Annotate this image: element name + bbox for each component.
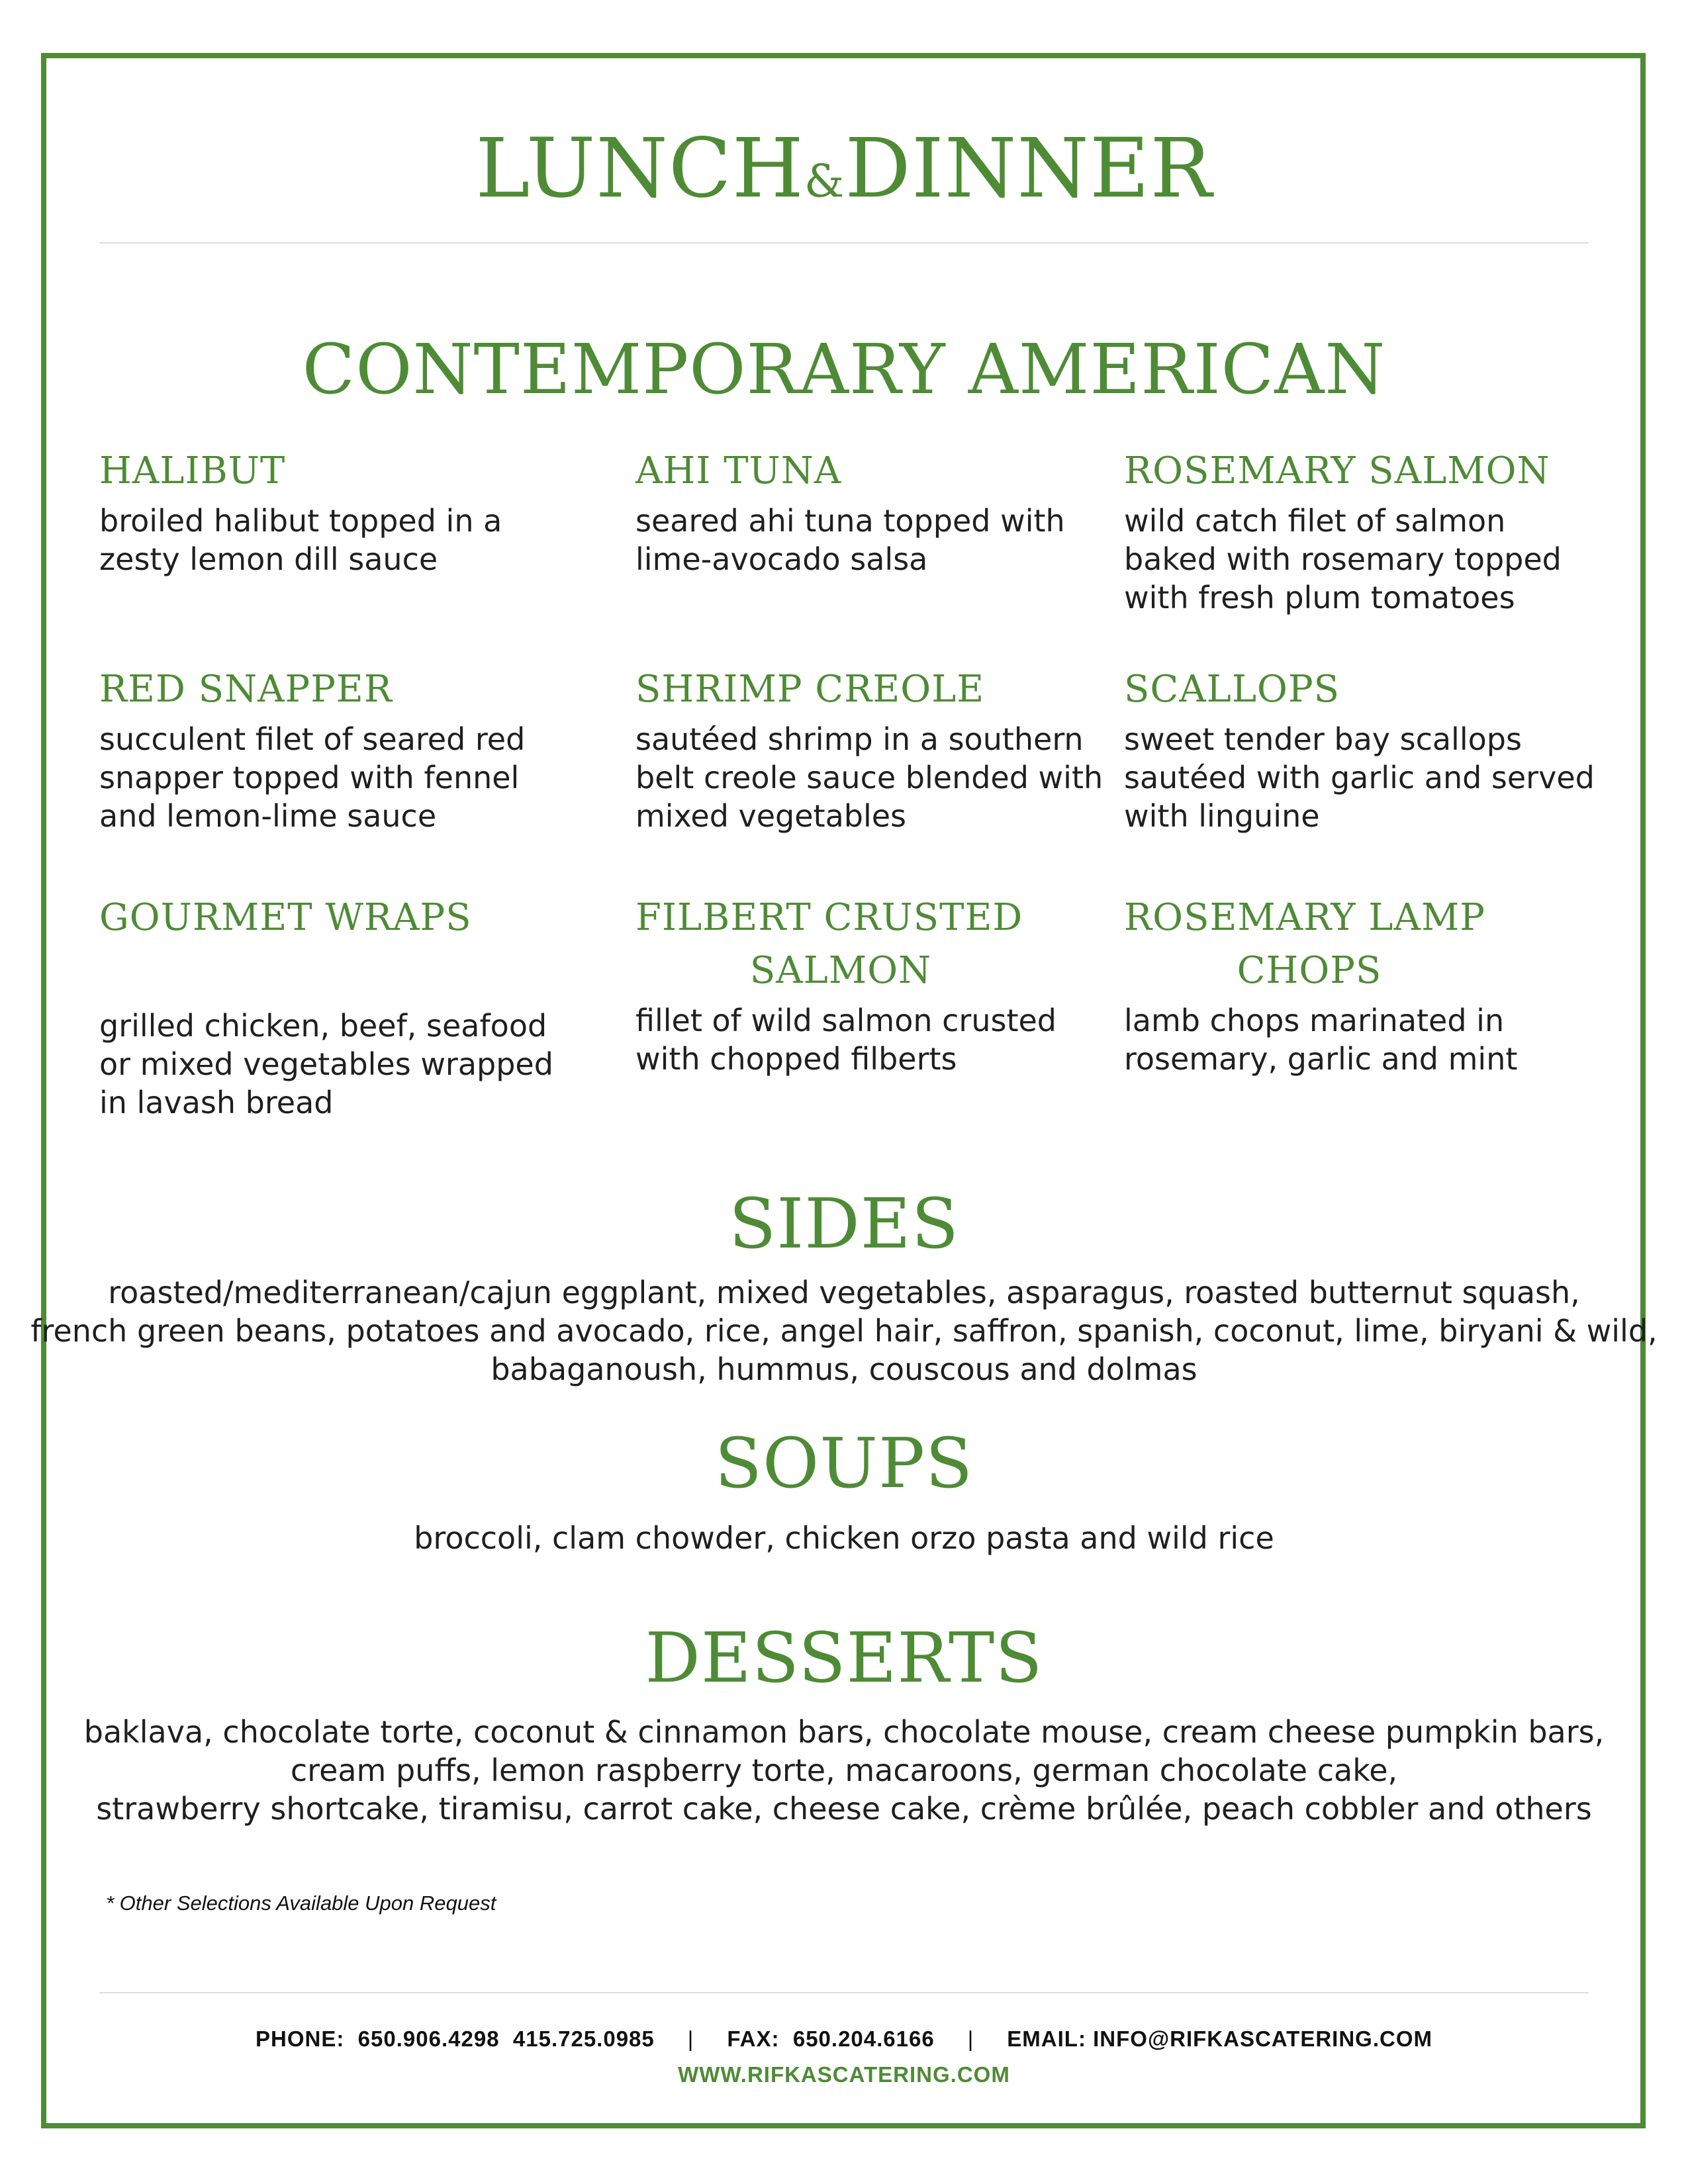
desserts-heading: DESSERTS	[645, 1617, 1043, 1698]
desserts-list	[0, 1713, 1688, 1828]
item-description: seared ahi tuna topped with lime-avocado salsa	[635, 503, 1065, 577]
fax-number: FAX: 650.204.6166	[727, 2026, 935, 2051]
footer-divider	[99, 1992, 1589, 1993]
desserts-line: cream puffs, lemon raspberry torte, macaroons, german chocolate cake,	[290, 1752, 1398, 1788]
menu-item-gourmet-wraps	[99, 891, 576, 1122]
item-name: RED SNAPPER	[99, 668, 393, 711]
item-description: grilled chicken, beef, seafood or mixed vegetables wrapped in lavash bread	[99, 1008, 553, 1120]
sides-line: french green beans, potatoes and avocado, rice, angel hair, saffron, spanish, coconut, lime, biryani & wild,	[30, 1313, 1658, 1349]
menu-item-halibut	[99, 445, 576, 578]
sides-line: babaganoush, hummus, couscous and dolmas	[491, 1351, 1197, 1387]
contact-separator: |	[687, 2026, 694, 2051]
item-description: fillet of wild salmon crusted with chopped filberts	[635, 1003, 1056, 1077]
item-name: GOURMET WRAPS	[99, 896, 472, 939]
soups-list	[0, 1519, 1688, 1557]
title-dinner: DINNER	[845, 121, 1213, 216]
item-name: AHI TUNA	[635, 449, 842, 492]
item-name: HALIBUT	[99, 449, 286, 492]
menu-item-shrimp-creole	[635, 663, 1112, 835]
soups-heading: SOUPS	[714, 1423, 974, 1504]
item-name: SHRIMP CREOLE	[635, 668, 985, 711]
page-title	[0, 119, 1688, 232]
menu-item-red-snapper	[99, 663, 576, 835]
item-name-line-1: FILBERT CRUSTED	[635, 896, 1023, 939]
menu-item-ahi-tuna	[635, 445, 1112, 578]
title-lunch: LUNCH	[475, 121, 804, 216]
item-description: sweet tender bay scallops sautéed with garlic and served with linguine	[1124, 721, 1595, 834]
footnote: * Other Selections Available Upon Request	[106, 1891, 496, 1915]
item-description: wild catch filet of salmon baked with rosemary topped with fresh plum tomatoes	[1124, 503, 1562, 615]
item-name-line-2: SALMON	[749, 949, 932, 992]
menu-item-filbert-crusted-salmon	[635, 891, 1112, 1078]
desserts-line: baklava, chocolate torte, coconut & cinnamon bars, chocolate mouse, cream cheese pumpkin bars,	[83, 1714, 1605, 1750]
header-divider	[99, 242, 1589, 244]
item-description: broiled halibut topped in a zesty lemon dill sauce	[99, 503, 502, 577]
title-ampersand: &	[804, 156, 845, 208]
contact-separator: |	[967, 2026, 974, 2051]
item-name-line-1: ROSEMARY LAMP	[1124, 896, 1485, 939]
sides-heading: SIDES	[729, 1183, 959, 1264]
item-description: lamb chops marinated in rosemary, garlic and mint	[1124, 1003, 1518, 1077]
menu-item-rosemary-lamb-chops	[1124, 891, 1601, 1078]
item-description: succulent filet of seared red snapper topped with fennel and lemon-lime sauce	[99, 721, 526, 834]
contact-line	[0, 2025, 1688, 2053]
menu-item-scallops	[1124, 663, 1627, 835]
soups-line: broccoli, clam chowder, chicken orzo pasta and wild rice	[414, 1520, 1274, 1556]
phone-numbers: PHONE: 650.906.4298 415.725.0985	[256, 2026, 655, 2051]
sides-list	[0, 1273, 1688, 1388]
sides-line: roasted/mediterranean/cajun eggplant, mixed vegetables, asparagus, roasted butternut squash,	[108, 1275, 1580, 1310]
desserts-line: strawberry shortcake, tiramisu, carrot cake, cheese cake, crème brûlée, peach cobbler and others	[96, 1791, 1592, 1827]
website-link[interactable]: WWW.RIFKASCATERING.COM	[678, 2062, 1010, 2087]
menu-item-rosemary-salmon	[1124, 445, 1601, 617]
email-address: EMAIL: INFO@RIFKASCATERING.COM	[1007, 2026, 1432, 2051]
contemporary-american-heading: CONTEMPORARY AMERICAN	[302, 329, 1386, 410]
item-name: ROSEMARY SALMON	[1124, 449, 1550, 492]
item-name: SCALLOPS	[1124, 668, 1340, 711]
item-name-line-2: CHOPS	[1237, 949, 1382, 992]
item-description: sautéed shrimp in a southern belt creole sauce blended with mixed vegetables	[635, 721, 1103, 834]
